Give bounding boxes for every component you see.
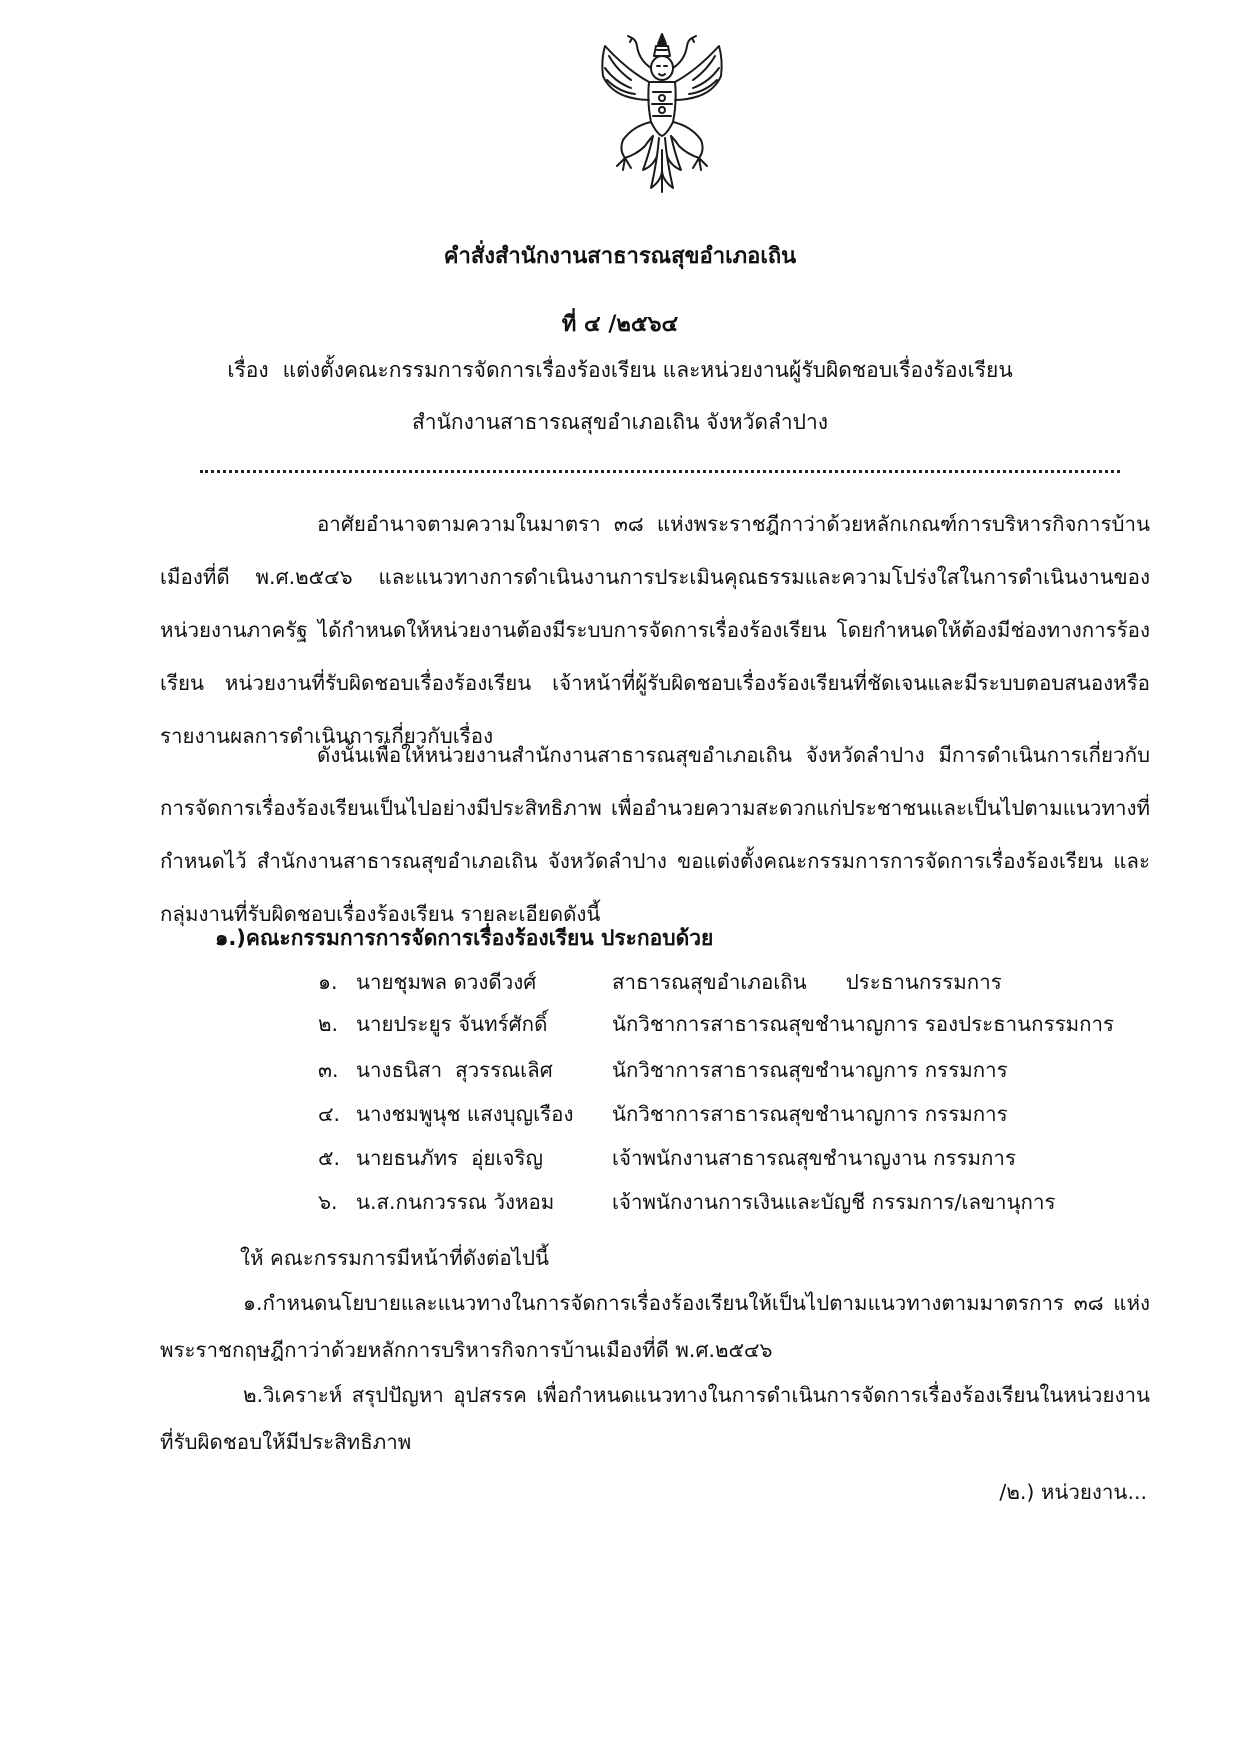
member-name: นางธนิสา สุวรรณเลิศ: [356, 1058, 553, 1082]
body-paragraph-2: ดังนั้นเพื่อให้หน่วยงานสำนักงานสาธารณสุขอำเภอเถิน จังหวัดลำปาง มีการดำเนินการเกี่ยวกับการจัดการเรื่องร้องเรียนเป็นไปอย่างมีประสิทธิภาพ เพื่ออำนวยความสะดวกแก่ประชาชนและเป็นไปตามแนวทางที่กำหนดไว้ สำนักงานสาธารณสุขอำเภอเถิน จังหวัดลำปาง ขอแต่งตั้งคณะกรรมการการจัดการเรื่องร้องเรียน และกลุ่มงานที่รับผิดชอบเรื่องร้องเรียน รายละเอียดดังนี้: [160, 743, 1150, 926]
dotted-separator: [200, 470, 1120, 473]
member-role: นักวิชาการสาธารณสุขชำนาญการ กรรมการ: [612, 1102, 1008, 1126]
member-number: ๖.: [318, 1190, 338, 1214]
document-title: คำสั่งสำนักงานสาธารณสุขอำเภอเถิน: [443, 244, 797, 269]
subject-line-2: สำนักงานสาธารณสุขอำเภอเถิน จังหวัดลำปาง: [411, 410, 829, 434]
member-role: เจ้าพนักงานสาธารณสุขชำนาญงาน กรรมการ: [612, 1146, 1016, 1170]
member-name: นางชมพูนุช แสงบุญเรือง: [356, 1102, 574, 1126]
member-role: นักวิชาการสาธารณสุขชำนาญการ กรรมการ: [612, 1058, 1008, 1082]
member-role: นักวิชาการสาธารณสุขชำนาญการ รองประธานกรรมการ: [612, 1012, 1115, 1036]
member-number: ๓.: [318, 1058, 339, 1082]
body-paragraph-1: อาศัยอำนาจตามความในมาตรา ๓๘ แห่งพระราชฎีกาว่าด้วยหลักเกณฑ์การบริหารกิจการบ้านเมืองที่ดี พ.ศ.๒๕๔๖ และแนวทางการดำเนินงานการประเมินคุณธรรมและความโปร่งใสในการดำเนินงานของหน่วยงานภาครัฐ ได้กำหนดให้หน่วยงานต้องมีระบบการจัดการเรื่องร้องเรียน โดยกำหนดให้ต้องมีช่องทางการร้องเรียน หน่วยงานที่รับผิดชอบเรื่องร้องเรียน เจ้าหน้าที่ผู้รับผิดชอบเรื่องร้องเรียนที่ชัดเจนและมีระบบตอบสนองหรือรายงานผลการดำเนินการเกี่ยวกับเรื่อง: [160, 512, 1150, 748]
member-number: ๕.: [318, 1146, 341, 1170]
garuda-emblem-icon: [587, 30, 737, 200]
member-name: นายประยูร จันทร์ศักดิ์: [356, 1012, 548, 1036]
subject-label: เรื่อง: [227, 358, 269, 382]
duty-item: ๑.กำหนดนโยบายและแนวทางในการจัดการเรื่องร้องเรียนให้เป็นไปตามแนวทางตามมาตรการ ๓๘ แห่งพระราชกฤษฎีกาว่าด้วยหลักการบริหารกิจการบ้านเมืองที่ดี พ.ศ.๒๕๔๖: [160, 1291, 1150, 1362]
page-continuation: /๒.) หน่วยงาน...: [999, 1480, 1147, 1504]
committee-heading: ๑.)คณะกรรมการการจัดการเรื่องร้องเรียน ประกอบด้วย: [215, 926, 714, 950]
duty-item: ๒.วิเคราะห์ สรุปปัญหา อุปสรรค เพื่อกำหนดแนวทางในการดำเนินการจัดการเรื่องร้องเรียนในหน่วยงานที่รับผิดชอบให้มีประสิทธิภาพ: [160, 1383, 1150, 1454]
order-number: ที่ ๔ /๒๕๖๔: [561, 312, 679, 337]
member-number: ๔.: [318, 1102, 341, 1126]
member-role: สาธารณสุขอำเภอเถิน ประธานกรรมการ: [612, 970, 1002, 994]
member-number: ๒.: [318, 1012, 339, 1036]
subject-text: แต่งตั้งคณะกรรมการจัดการเรื่องร้องเรียน และหน่วยงานผู้รับผิดชอบเรื่องร้องเรียน: [282, 358, 1013, 382]
member-role: เจ้าพนักงานการเงินและบัญชี กรรมการ/เลขานุการ: [612, 1190, 1056, 1214]
member-name: นายธนภัทร อุ่ยเจริญ: [356, 1146, 543, 1170]
member-number: ๑.: [318, 970, 338, 994]
duties-intro: ให้ คณะกรรมการมีหน้าที่ดังต่อไปนี้: [240, 1246, 550, 1270]
subject-line-1: [0, 354, 1240, 387]
member-name: นายชุมพล ดวงดีวงศ์: [356, 970, 537, 994]
member-name: น.ส.กนกวรรณ วังหอม: [356, 1190, 555, 1214]
